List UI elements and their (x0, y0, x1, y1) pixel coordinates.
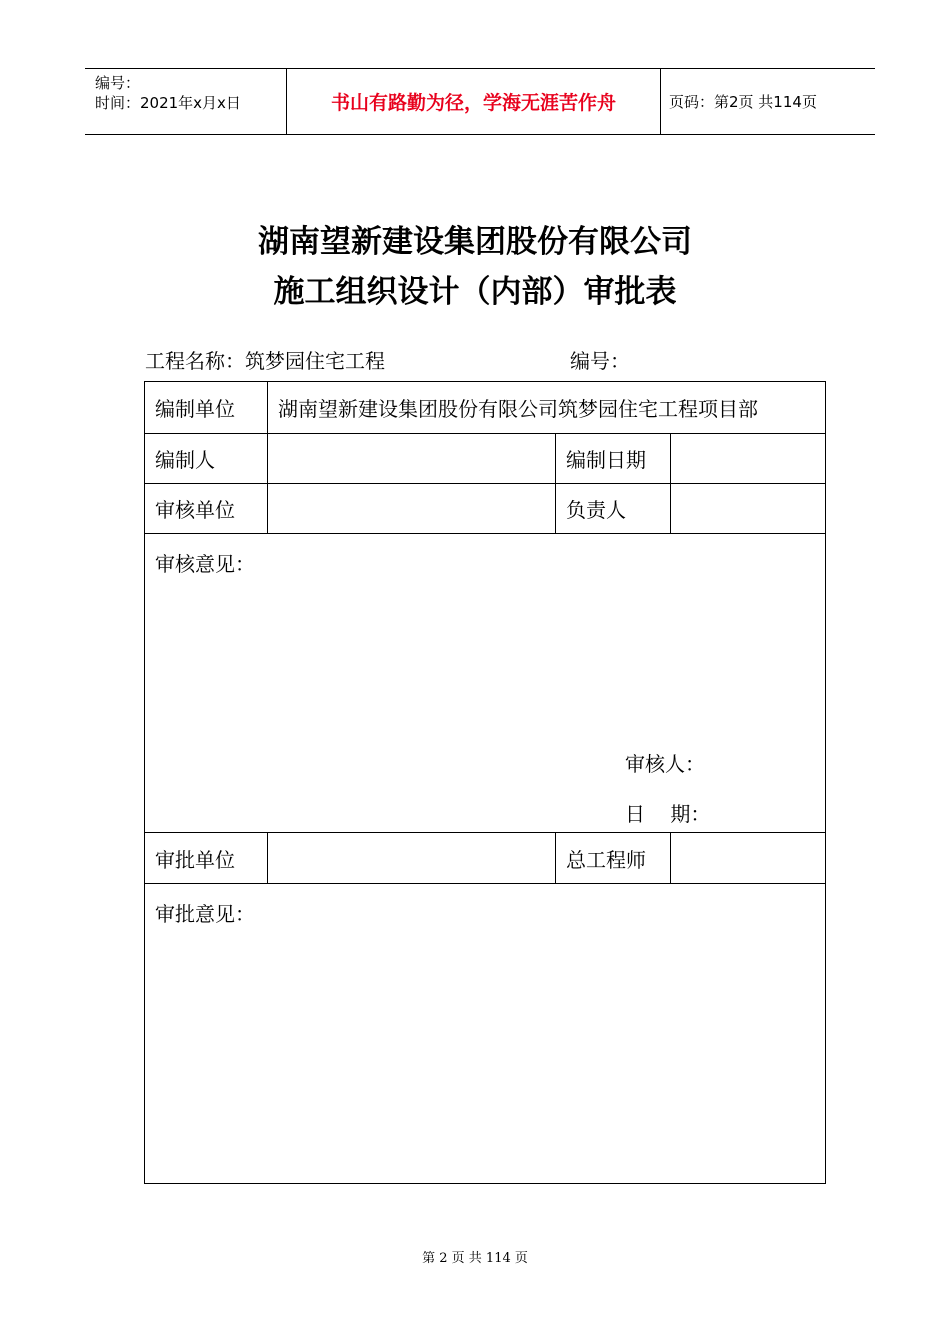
compile-unit-label: 编制单位 (145, 382, 268, 434)
table-row (145, 534, 826, 833)
responsible-value[interactable] (671, 484, 826, 534)
review-opinion-cell[interactable] (145, 534, 826, 833)
page-footer: 第 2 页 共 114 页 (422, 1251, 528, 1266)
title-line-1: 湖南望新建设集团股份有限公司 (258, 224, 692, 260)
header-motto: 书山有路勤为径，学海无涯苦作舟 (287, 69, 661, 134)
table-row (145, 484, 826, 534)
reviewer-label: 审核人： (625, 752, 705, 776)
approve-opinion-label: 审批意见： (155, 902, 255, 926)
table-row (145, 833, 826, 884)
approve-unit-label: 审批单位 (145, 833, 268, 884)
header-page-info: 页码：第2页 共114页 (669, 93, 817, 111)
chief-engineer-value[interactable] (671, 833, 826, 884)
chief-engineer-label: 总工程师 (556, 833, 671, 884)
header-code: 编号： (95, 74, 141, 92)
title-line-2: 施工组织设计（内部）审批表 (273, 274, 677, 310)
review-opinion-label: 审核意见： (155, 552, 255, 576)
project-name: 工程名称：筑梦园住宅工程 (145, 349, 385, 373)
header-time: 时间：2021年x月x日 (95, 94, 241, 112)
table-row (145, 434, 826, 484)
review-unit-value[interactable] (268, 484, 556, 534)
review-unit-label: 审核单位 (145, 484, 268, 534)
approve-opinion-cell[interactable] (145, 884, 826, 1184)
responsible-label: 负责人 (556, 484, 671, 534)
compile-date-value[interactable] (671, 434, 826, 484)
approval-form-table (144, 381, 826, 1184)
compiler-label: 编制人 (145, 434, 268, 484)
table-row (145, 884, 826, 1184)
table-row (145, 382, 826, 434)
compiler-value[interactable] (268, 434, 556, 484)
compile-date-label: 编制日期 (556, 434, 671, 484)
header-meta (85, 69, 287, 134)
review-date-label: 日 期： (625, 802, 711, 826)
page-header (85, 68, 875, 135)
project-code: 编号： (570, 349, 630, 373)
compile-unit-value[interactable]: 湖南望新建设集团股份有限公司筑梦园住宅工程项目部 (268, 382, 826, 434)
approve-unit-value[interactable] (268, 833, 556, 884)
